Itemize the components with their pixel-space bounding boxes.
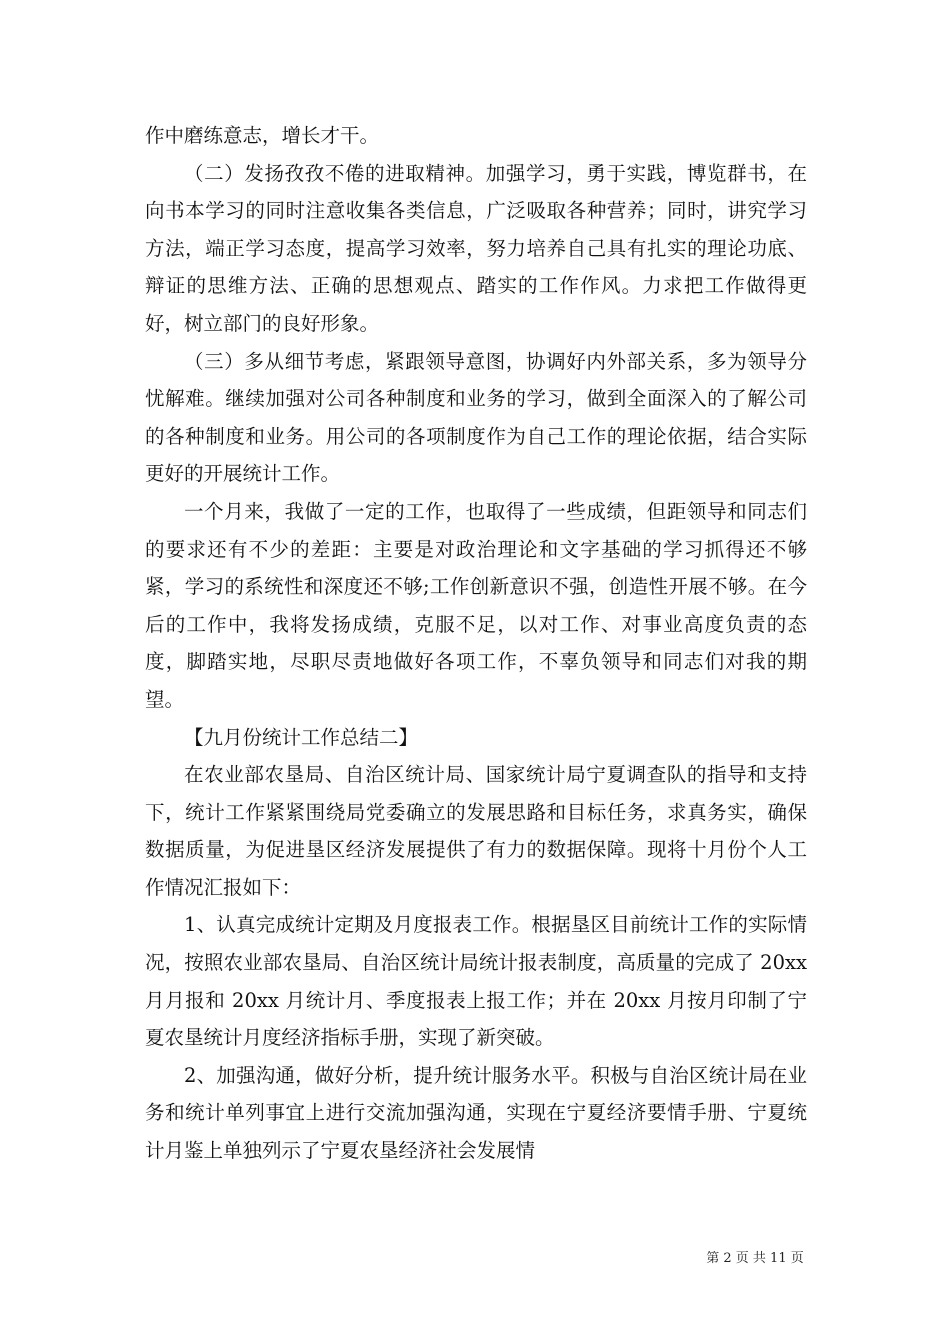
paragraph-section-two: （二）发扬孜孜不倦的进取精神。加强学习，勇于实践，博览群书，在向书本学习的同时注意收集各类信息，广泛吸取各种营养；同时，讲究学习方法，端正学习态度，提高学习效率，努力培养自己具有扎实的理论功底、辩证的思维方法、正确的思想观点、踏实的工作作风。力求把工作做得更好，树立部门的良好形象。 <box>145 161 807 335</box>
page-footer: 第 2 页 共 11 页 <box>706 1251 804 1266</box>
paragraph-intro: 在农业部农垦局、自治区统计局、国家统计局宁夏调查队的指导和支持下，统计工作紧紧围绕局党委确立的发展思路和目标任务，求真务实，确保数据质量，为促进垦区经济发展提供了有力的数据保障。现将十月份个人工作情况汇报如下： <box>145 763 807 899</box>
paragraph-summary: 一个月来，我做了一定的工作，也取得了一些成绩，但距领导和同志们的要求还有不少的差距：主要是对政治理论和文字基础的学习抓得还不够紧，学习的系统性和深度还不够;工作创新意识不强，创造性开展不够。在今后的工作中，我将发扬成绩，克服不足，以对工作、对事业高度负责的态度，脚踏实地，尽职尽责地做好各项工作，不辜负领导和同志们对我的期望。 <box>145 499 807 711</box>
paragraph-section-three: （三）多从细节考虑，紧跟领导意图，协调好内外部关系，多为领导分忧解难。继续加强对公司各种制度和业务的学习，做到全面深入的了解公司的各种制度和业务。用公司的各项制度作为自己工作的理论依据，结合实际更好的开展统计工作。 <box>145 349 807 486</box>
section-heading: 【九月份统计工作总结二】 <box>184 725 419 749</box>
document-body <box>145 117 807 1170</box>
paragraph-continuation: 作中磨练意志，增长才干。 <box>145 124 380 147</box>
paragraph-item-2: 2、加强沟通，做好分析，提升统计服务水平。积极与自治区统计局在业务和统计单列事宜上进行交流加强沟通，实现在宁夏经济要情手册、宁夏统计月鉴上单独列示了宁夏农垦经济社会发展情 <box>145 1063 807 1163</box>
paragraph-item-1: 1、认真完成统计定期及月度报表工作。根据垦区目前统计工作的实际情况，按照农业部农垦局、自治区统计局统计报表制度，高质量的完成了 20xx 月月报和 20xx 月统计月、季度报表上报工作；并在 20xx 月按月印制了宁夏农垦统计月度经济指标手册，实现了新突破。 <box>145 913 807 1050</box>
